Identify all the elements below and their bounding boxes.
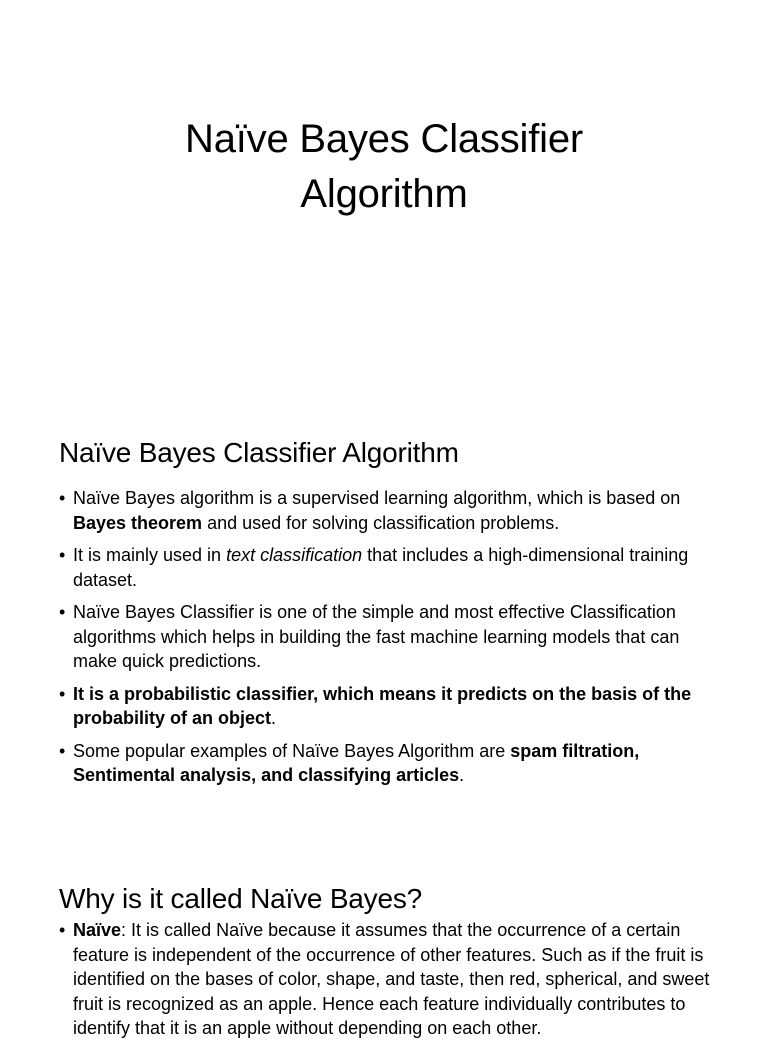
bullet-dot: • [59, 488, 66, 508]
overview-heading: Naïve Bayes Classifier Algorithm [59, 437, 459, 468]
slide-title-line-2: Algorithm [300, 172, 468, 216]
bullet-bold-text: spam filtration, Sentimental analysis, and classifying articles [73, 740, 640, 785]
overview-bullet-list [59, 486, 719, 796]
bullet-text: . [271, 708, 277, 728]
bullet-bold-text: Bayes theorem [73, 512, 203, 533]
why-naive-slide [0, 840, 768, 1038]
bullet-italic-text: text classification [226, 545, 363, 565]
slide-title-line-1: Naïve Bayes Classifier [185, 117, 583, 161]
bullet-item [59, 682, 719, 731]
bullet-dot: • [59, 602, 66, 622]
title-slide [0, 0, 768, 400]
bullet-item [59, 486, 719, 535]
bullet-item [59, 739, 719, 788]
bullet-dot: • [59, 545, 66, 565]
bullet-text: . [459, 765, 465, 785]
bullet-dot: • [59, 920, 66, 940]
overview-slide [0, 400, 768, 840]
why-naive-heading: Why is it called Naïve Bayes? [59, 883, 423, 914]
bullet-text: that includes a high-dimensional training dataset. [73, 545, 689, 590]
bullet-item [59, 543, 719, 592]
why-naive-bullet-list [59, 918, 719, 1049]
bullet-text: It is mainly used in [73, 545, 227, 565]
bullet-dot: • [59, 740, 66, 761]
bullet-item [59, 918, 719, 1041]
bullet-text: Some popular examples of Naïve Bayes Algorithm are [73, 740, 511, 761]
bullet-item [59, 600, 719, 674]
bullet-bold-text: Naïve [73, 920, 122, 940]
bullet-text: Naïve Bayes Classifier is one of the simple and most effective Classification algorithms which helps in building the fast machine learning models that can make quick predictions. [73, 602, 680, 671]
bullet-dot: • [59, 683, 66, 704]
bullet-text: : It is called Naïve because it assumes that the occurrence of a certain feature is independent of the occurrence of other features. Such as if the fruit is identified on the bases of color, shape, and taste, then red, spherical, and sweet fruit is recognized as an apple. Hence each feature individually contributes to identify that it is an apple without depending on each other. [73, 920, 710, 1038]
slide-title [0, 112, 768, 222]
bullet-text: and used for solving classification problems. [202, 512, 560, 533]
bullet-bold-text: It is a probabilistic classifier, which means it predicts on the basis of the probability of an object [73, 683, 692, 728]
bullet-text: Naïve Bayes algorithm is a supervised learning algorithm, which is based on [73, 488, 681, 508]
